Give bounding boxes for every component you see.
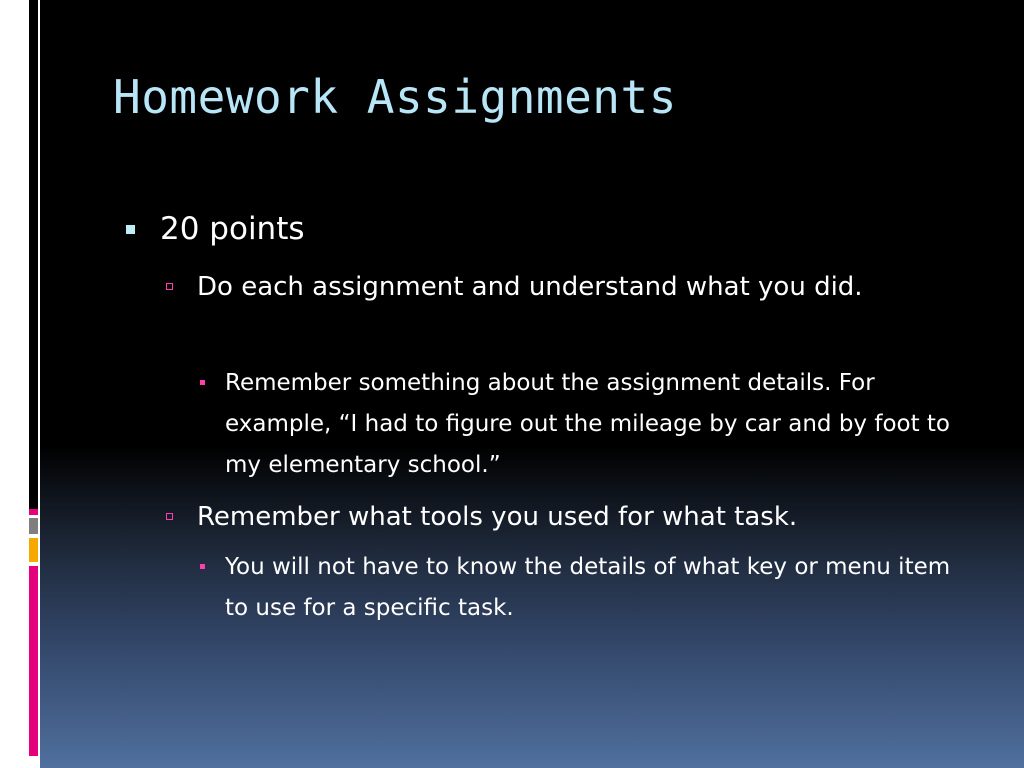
bullet-item-level3: Remember something about the assignment details. For example, “I had to figure out the mileage by car and by foot to my elementary school.” <box>225 370 951 478</box>
bullet-marker-level3 <box>200 380 205 385</box>
accent-bar-gray <box>29 518 38 534</box>
accent-bar-pink-small <box>29 509 38 515</box>
slide <box>40 0 1024 768</box>
accent-bar-yellow <box>29 538 38 562</box>
left-decorative-strip <box>0 0 40 768</box>
bullet-item-level3: You will not have to know the details of what key or menu item to use for a specific task. <box>225 554 951 621</box>
slide-title: Homework Assignments <box>113 70 677 124</box>
accent-bar-black-top <box>29 0 38 510</box>
bullet-marker-level1 <box>126 225 135 234</box>
bullet-marker-level2 <box>166 513 173 520</box>
accent-bar-pink-long <box>29 566 38 756</box>
bullet-marker-level2 <box>166 283 173 290</box>
bullet-marker-level3 <box>200 564 205 569</box>
bullet-item-level2: Remember what tools you used for what task. <box>197 502 798 532</box>
bullet-item-level2: Do each assignment and understand what you did. <box>197 272 863 302</box>
bullet-item-level1: 20 points <box>160 211 305 247</box>
